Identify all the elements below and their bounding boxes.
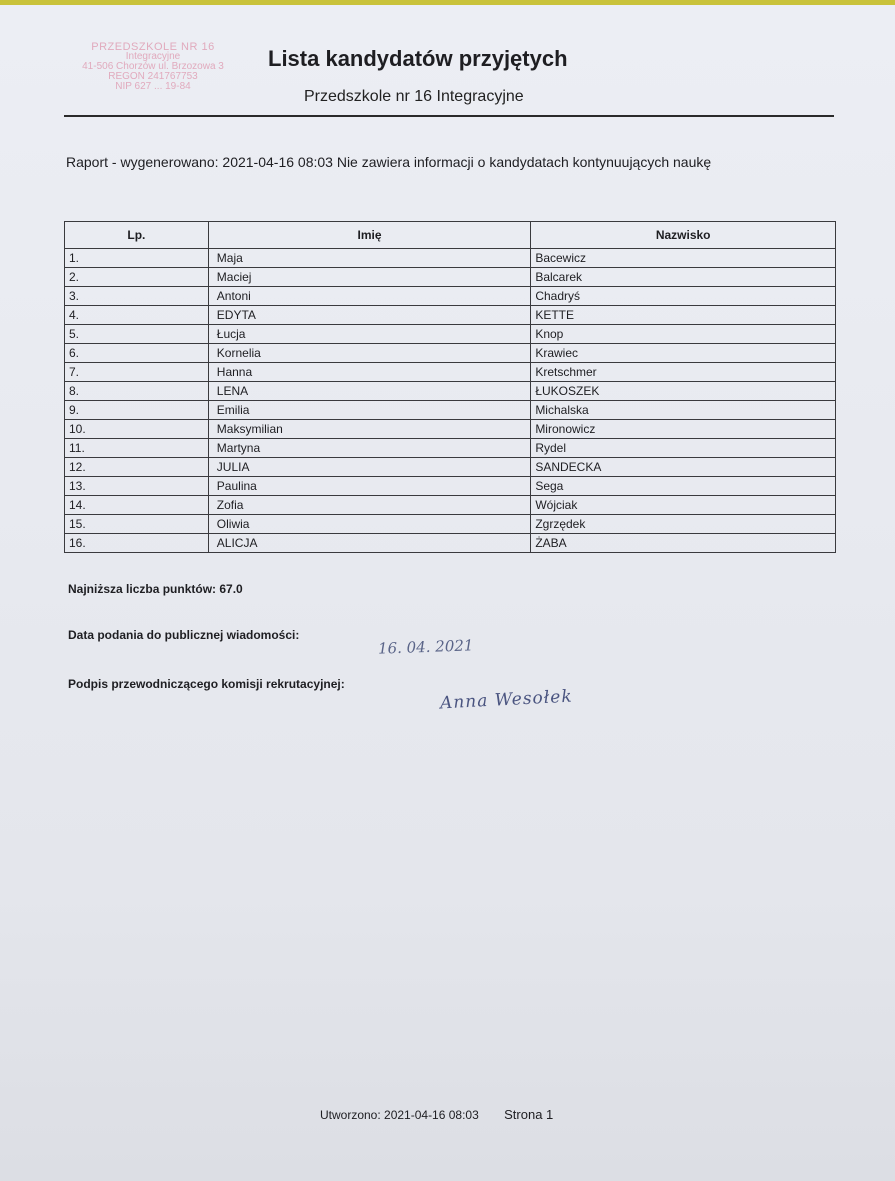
cell-name: Paulina [208, 477, 531, 496]
page-title: Lista kandydatów przyjętych [268, 46, 568, 71]
cell-name: Łucja [208, 325, 531, 344]
column-header-lp: Lp. [65, 222, 209, 249]
table-row [65, 268, 836, 287]
handwritten-signature: Anna Wesołek [439, 686, 574, 714]
report-info: Raport - wygenerowano: 2021-04-16 08:03 Nie zawiera informacji o kandydatach kontynuujących naukę [66, 154, 712, 170]
cell-surname: Balcarek [531, 268, 836, 287]
header-divider [64, 115, 834, 117]
cell-surname: SANDECKA [531, 458, 836, 477]
page-footer [320, 1107, 553, 1122]
cell-surname: Krawiec [531, 344, 836, 363]
cell-surname: Wójciak [531, 496, 836, 515]
cell-name: Oliwia [208, 515, 531, 534]
stamp-line-3: 41-506 Chorzów ul. Brzozowa 3 [82, 61, 224, 72]
table-row [65, 249, 836, 268]
table-row [65, 458, 836, 477]
table-row [65, 420, 836, 439]
cell-name: Maksymilian [208, 420, 531, 439]
cell-lp: 5. [65, 325, 209, 344]
column-header-name: Imię [208, 222, 531, 249]
cell-lp: 10. [65, 420, 209, 439]
cell-surname: ŻABA [531, 534, 836, 553]
table-header-row [65, 222, 836, 249]
table-row [65, 363, 836, 382]
cell-lp: 13. [65, 477, 209, 496]
cell-name: LENA [208, 382, 531, 401]
cell-name: Kornelia [208, 344, 531, 363]
cell-lp: 14. [65, 496, 209, 515]
table-row [65, 325, 836, 344]
table-row [65, 534, 836, 553]
cell-surname: Kretschmer [531, 363, 836, 382]
table-row [65, 515, 836, 534]
table-row [65, 439, 836, 458]
cell-surname: Michalska [531, 401, 836, 420]
table-row [65, 306, 836, 325]
table-body [65, 249, 836, 553]
cell-lp: 8. [65, 382, 209, 401]
cell-surname: Bacewicz [531, 249, 836, 268]
cell-lp: 3. [65, 287, 209, 306]
cell-lp: 12. [65, 458, 209, 477]
cell-lp: 16. [65, 534, 209, 553]
cell-name: Antoni [208, 287, 531, 306]
publication-date-label: Data podania do publicznej wiadomości: [68, 628, 300, 642]
table-row [65, 496, 836, 515]
table-row [65, 401, 836, 420]
cell-name: EDYTA [208, 306, 531, 325]
cell-surname: Sega [531, 477, 836, 496]
cell-name: ALICJA [208, 534, 531, 553]
cell-surname: Knop [531, 325, 836, 344]
cell-lp: 7. [65, 363, 209, 382]
cell-lp: 6. [65, 344, 209, 363]
cell-surname: Zgrzędek [531, 515, 836, 534]
lowest-points: Najniższa liczba punktów: 67.0 [68, 582, 243, 596]
stamp-line-1: PRZEDSZKOLE NR 16 [91, 41, 215, 53]
signature-label: Podpis przewodniczącego komisji rekrutacyjnej: [68, 677, 345, 691]
cell-name: Maja [208, 249, 531, 268]
cell-lp: 9. [65, 401, 209, 420]
stamp-line-2: Integracyjne [125, 51, 181, 62]
cell-lp: 2. [65, 268, 209, 287]
candidates-table [64, 221, 836, 553]
handwritten-date: 16. 04. 2021 [377, 636, 474, 658]
cell-name: Hanna [208, 363, 531, 382]
created-timestamp: Utworzono: 2021-04-16 08:03 [320, 1108, 479, 1122]
table-row [65, 344, 836, 363]
stamp-line-5: NIP 627 ... 19-84 [115, 81, 191, 92]
cell-surname: Rydel [531, 439, 836, 458]
page-number: Strona 1 [504, 1107, 554, 1122]
cell-name: Zofia [208, 496, 531, 515]
cell-lp: 1. [65, 249, 209, 268]
cell-name: Emilia [208, 401, 531, 420]
cell-lp: 4. [65, 306, 209, 325]
cell-surname: Chadryś [531, 287, 836, 306]
cell-surname: ŁUKOSZEK [531, 382, 836, 401]
cell-lp: 15. [65, 515, 209, 534]
table-row [65, 477, 836, 496]
paper-edge [0, 0, 895, 5]
stamp-line-4: REGON 241767753 [108, 71, 198, 82]
school-stamp [48, 42, 258, 92]
table-row [65, 382, 836, 401]
cell-name: Martyna [208, 439, 531, 458]
column-header-surname: Nazwisko [531, 222, 836, 249]
cell-name: JULIA [208, 458, 531, 477]
cell-surname: Mironowicz [531, 420, 836, 439]
cell-name: Maciej [208, 268, 531, 287]
cell-lp: 11. [65, 439, 209, 458]
page-subtitle: Przedszkole nr 16 Integracyjne [304, 88, 524, 105]
cell-surname: KETTE [531, 306, 836, 325]
table-row [65, 287, 836, 306]
